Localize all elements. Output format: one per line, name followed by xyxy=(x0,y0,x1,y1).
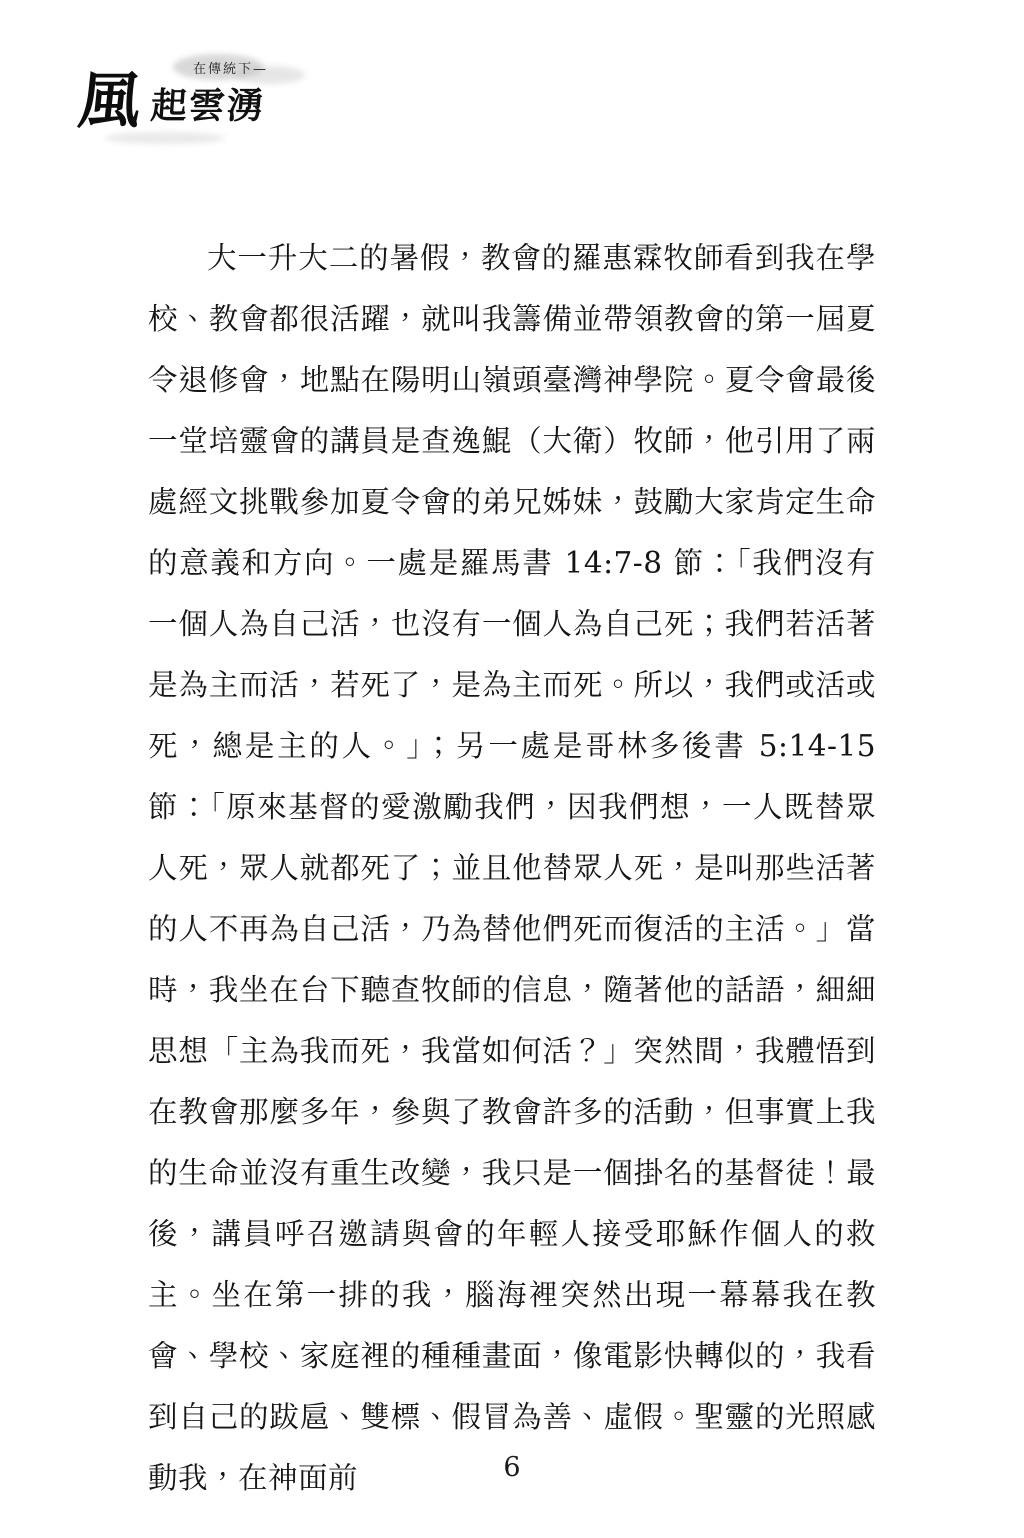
masthead-glyph: 風 xyxy=(75,64,145,137)
masthead-title: 起雲湧 xyxy=(149,85,267,127)
page-number: 6 xyxy=(503,1452,521,1483)
body-text-block xyxy=(148,228,876,1509)
masthead-subtitle: 在傳統下— xyxy=(193,62,269,77)
body-paragraph: 大一升大二的暑假，教會的羅惠霖牧師看到我在學校、教會都很活躍，就叫我籌備並帶領教會的第一屆夏令退修會，地點在陽明山嶺頭臺灣神學院。夏令會最後一堂培靈會的講員是查逸鯤（大衛）牧師，他引用了兩處經文挑戰參加夏令會的弟兄姊妹，鼓勵大家肯定生命的意義和方向。一處是羅馬書 14:7-8 節：「我們沒有一個人為自己活，也沒有一個人為自己死；我們若活著是為主而活，若死了，是為主而死。所以，我們或活或死，總是主的人。」；另一處是哥林多後書 5:14-15 節：「原來基督的愛激勵我們，因我們想，一人既替眾人死，眾人就都死了；並且他替眾人死，是叫那些活著的人不再為自己活，乃為替他們死而復活的主活。」當時，我坐在台下聽查牧師的信息，隨著他的話語，細細思想「主為我而死，我當如何活？」突然間，我體悟到在教會那麼多年，參與了教會許多的活動，但事實上我的生命並沒有重生改變，我只是一個掛名的基督徒！最後，講員呼召邀請與會的年輕人接受耶穌作個人的救主。坐在第一排的我，腦海裡突然出現一幕幕我在教會、學校、家庭裡的種種畫面，像電影快轉似的，我看到自己的跋扈、雙標、假冒為善、虛假。聖靈的光照感動我，在神面前 xyxy=(148,241,876,1495)
masthead-logo xyxy=(75,52,335,152)
